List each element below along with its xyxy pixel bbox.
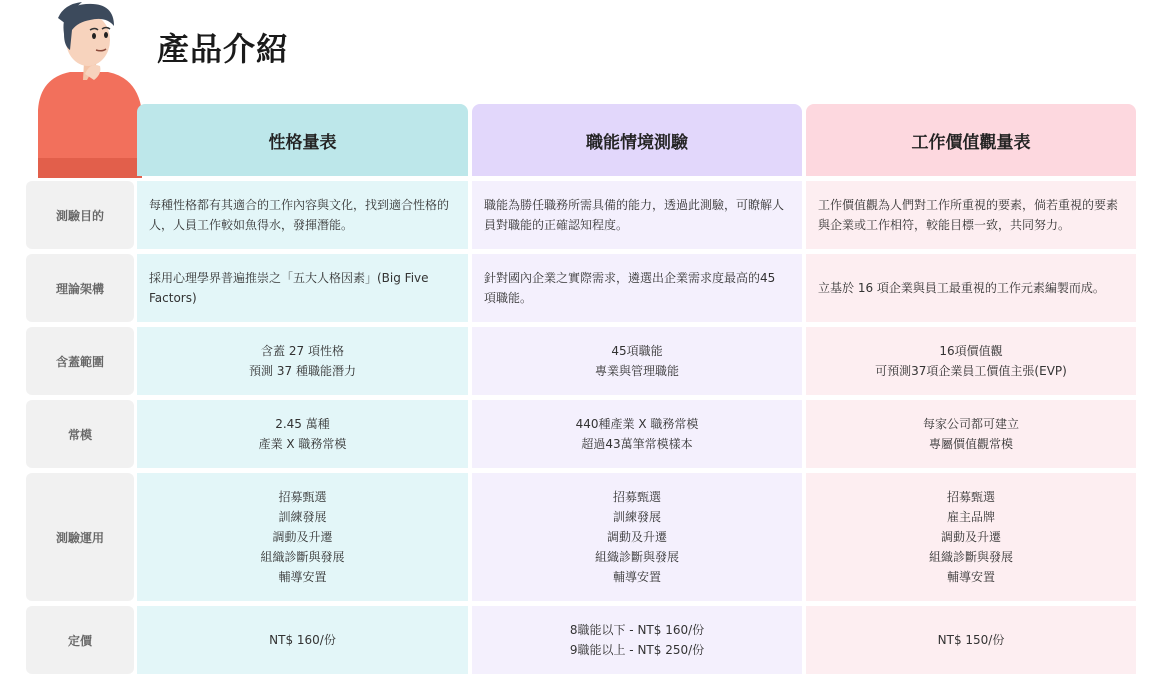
column-header-personality: 性格量表 [137,104,468,176]
cell-purpose-work-values: 工作價值觀為人們對工作所重視的要素，倘若重視的要素與企業或工作相符，較能目標一致，共同努力。 [806,181,1136,249]
cell-coverage-work-values: 16項價值觀 可預測37項企業員工價值主張(EVP) [806,327,1136,395]
cell-purpose-competency: 職能為勝任職務所需具備的能力，透過此測驗，可瞭解人員對職能的正確認知程度。 [472,181,802,249]
cell-purpose-personality: 每種性格都有其適合的工作內容與文化，找到適合性格的人，人員工作較如魚得水，發揮潛能。 [137,181,468,249]
row-label-purpose: 測驗目的 [26,181,134,249]
row-label-norm: 常模 [26,400,134,468]
cell-coverage-competency: 45項職能 專業與管理職能 [472,327,802,395]
page-title: 產品介紹 [157,30,290,68]
cell-pricing-competency: 8職能以下 - NT$ 160/份 9職能以上 - NT$ 250/份 [472,606,802,674]
cell-coverage-personality: 含蓋 27 項性格 預測 37 種職能潛力 [137,327,468,395]
row-label-framework: 理論架構 [26,254,134,322]
cell-application-competency: 招募甄選 訓練發展 調動及升遷 組織診斷與發展 輔導安置 [472,473,802,601]
column-header-competency: 職能情境測驗 [472,104,802,176]
row-label-pricing: 定價 [26,606,134,674]
cell-norm-work-values: 每家公司都可建立 專屬價值觀常模 [806,400,1136,468]
row-label-coverage: 含蓋範圍 [26,327,134,395]
cell-norm-competency: 440種產業 X 職務常模 超過43萬筆常模樣本 [472,400,802,468]
row-label-application: 測驗運用 [26,473,134,601]
cell-application-personality: 招募甄選 訓練發展 調動及升遷 組織診斷與發展 輔導安置 [137,473,468,601]
cell-framework-personality: 採用心理學界普遍推崇之「五大人格因素」(Big Five Factors) [137,254,468,322]
cell-framework-competency: 針對國內企業之實際需求，遴選出企業需求度最高的45 項職能。 [472,254,802,322]
cell-pricing-work-values: NT$ 150/份 [806,606,1136,674]
cell-pricing-personality: NT$ 160/份 [137,606,468,674]
cell-application-work-values: 招募甄選 雇主品牌 調動及升遷 組織診斷與發展 輔導安置 [806,473,1136,601]
column-header-work-values: 工作價值觀量表 [806,104,1136,176]
cell-framework-work-values: 立基於 16 項企業與員工最重視的工作元素編製而成。 [806,254,1136,322]
cell-norm-personality: 2.45 萬種 產業 X 職務常模 [137,400,468,468]
